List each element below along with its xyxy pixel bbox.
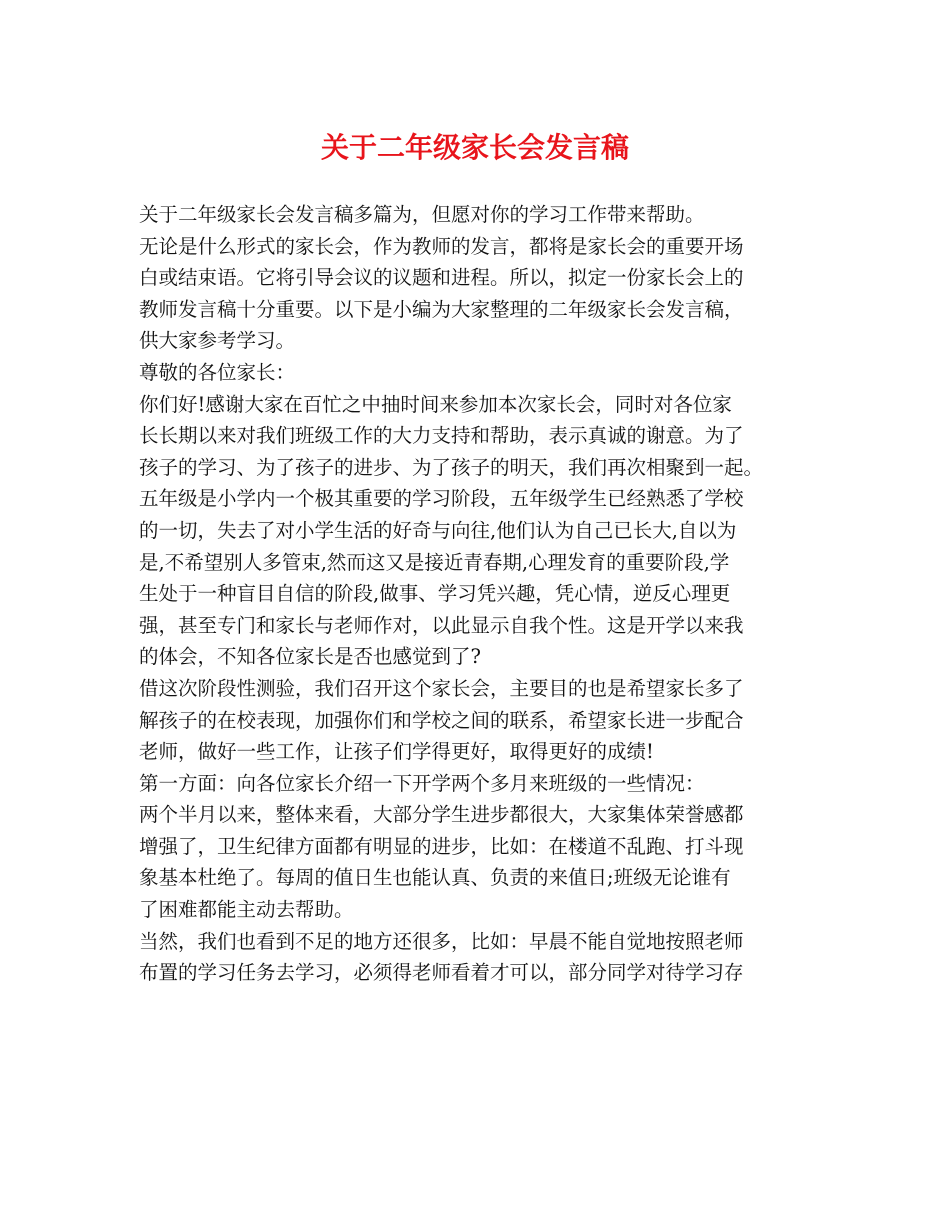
text-line: 象基本杜绝了。每周的值日生也能认真、负责的来值日;班级无论谁有 bbox=[139, 866, 731, 890]
text-line: 长长期以来对我们班级工作的大力支持和帮助，表示真诚的谢意。为了 bbox=[139, 424, 744, 448]
text-line: 的一切，失去了对小学生活的好奇与向往,他们认为自己已长大,自以为 bbox=[139, 518, 737, 542]
text-line: 关于二年级家长会发言稿多篇为，但愿对你的学习工作带来帮助。 bbox=[139, 203, 705, 226]
text-line: 尊敬的各位家长： bbox=[139, 360, 296, 384]
text-line: 供大家参考学习。 bbox=[139, 329, 296, 353]
text-line: 当然，我们也看到不足的地方还很多，比如：早晨不能自觉地按照老师 bbox=[139, 929, 744, 953]
text-line: 第一方面：向各位家长介绍一下开学两个多月来班级的一些情况： bbox=[139, 771, 705, 795]
text-line: 孩子的学习、为了孩子的进步、为了孩子的明天，我们再次相聚到一起。 bbox=[139, 455, 764, 479]
text-line: 的体会，不知各位家长是否也感觉到了? bbox=[139, 645, 481, 669]
text-line: 白或结束语。它将引导会议的议题和进程。所以，拟定一份家长会上的 bbox=[139, 266, 744, 290]
text-line: 强，甚至专门和家长与老师作对，以此显示自我个性。这是开学以来我 bbox=[139, 613, 744, 637]
text-line: 借这次阶段性测验，我们召开这个家长会，主要目的也是希望家长多了 bbox=[139, 676, 744, 700]
text-line: 增强了，卫生纪律方面都有明显的进步，比如：在楼道不乱跑、打斗现 bbox=[139, 834, 744, 858]
text-line: 两个半月以来，整体来看，大部分学生进步都很大，大家集体荣誉感都 bbox=[139, 803, 744, 827]
text-line: 布置的学习任务去学习，必须得老师看着才可以，部分同学对待学习存 bbox=[139, 961, 744, 985]
text-line: 无论是什么形式的家长会，作为教师的发言，都将是家长会的重要开场 bbox=[139, 234, 744, 258]
text-line: 了困难都能主动去帮助。 bbox=[139, 898, 354, 922]
text-line: 五年级是小学内一个极其重要的学习阶段，五年级学生已经熟悉了学校 bbox=[139, 487, 744, 511]
text-line: 教师发言稿十分重要。以下是小编为大家整理的二年级家长会发言稿， bbox=[139, 297, 744, 321]
text-line: 解孩子的在校表现，加强你们和学校之间的联系，希望家长进一步配合 bbox=[139, 708, 744, 732]
text-line: 你们好!感谢大家在百忙之中抽时间来参加本次家长会，同时对各位家 bbox=[139, 392, 732, 416]
document-title: 关于二年级家长会发言稿 bbox=[320, 131, 629, 164]
text-line: 生处于一种盲目自信的阶段,做事、学习凭兴趣，凭心情，逆反心理更 bbox=[139, 582, 731, 606]
document-body bbox=[139, 199, 829, 989]
text-line: 老师，做好一些工作，让孩子们学得更好，取得更好的成绩! bbox=[139, 740, 654, 764]
text-line: 是,不希望别人多管束,然而这又是接近青春期,心理发育的重要阶段,学 bbox=[139, 550, 730, 574]
